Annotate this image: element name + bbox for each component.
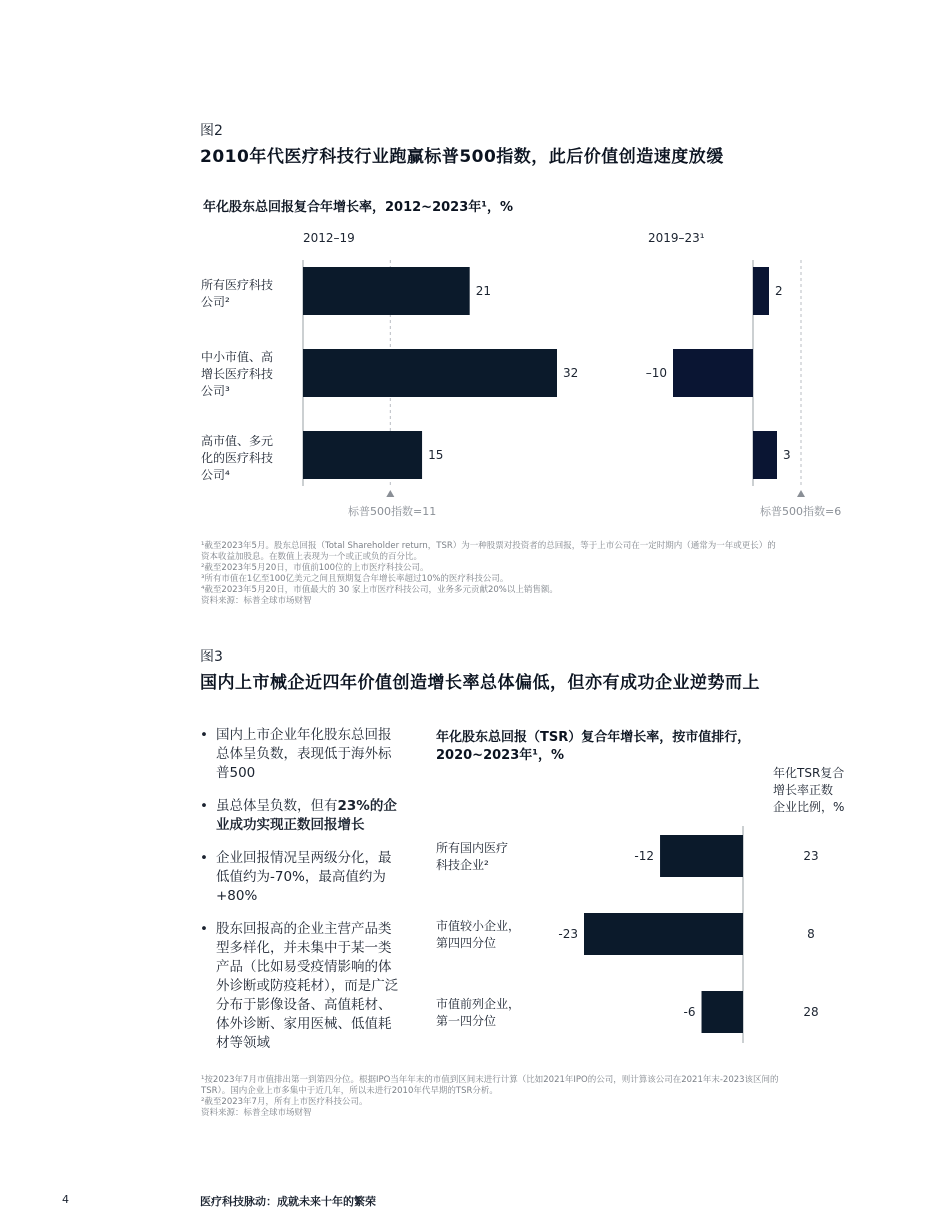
fig3-source: 资料来源：标普全球市场财智: [201, 1108, 312, 1118]
bullet-4-text: 股东回报高的企业主营产品类型多样化，并未集中于某一类产品（比如易受疫情影响的体外诊断或防疫耗材），而是广泛分布于影像设备、高值耗材、体外诊断、家用医械、低值耗材等领域: [216, 921, 399, 1051]
fig2-right-value-label: 2: [775, 284, 783, 298]
panel-title-2019-23: 2019–23¹: [648, 231, 705, 245]
fig3-positive-share-value: 28: [803, 1005, 819, 1019]
fig2-category-1-line-1: 所有医疗科技: [201, 278, 274, 292]
fig2-right-value-label: –10: [645, 366, 667, 380]
fig3-value-label: -6: [683, 1005, 696, 1019]
figure-3-title: 国内上市械企近四年价值创造增长率总体偏低，但亦有成功企业逆势而上: [200, 673, 760, 693]
fig3-category-1-line-2: 科技企业²: [436, 858, 489, 872]
fig3-subtitle-line-2: 2020~2023年¹，%: [436, 748, 564, 763]
fig3-category-3-line-2: 第一四分位: [436, 1014, 497, 1028]
fig3-footnote-2: ²截至2023年7月，所有上市医疗科技公司。: [201, 1097, 368, 1107]
fig2-source: 资料来源：标普全球市场财智: [201, 596, 312, 606]
fig2-category-2-line-3: 公司³: [201, 384, 230, 398]
figure-2-label: 图2: [200, 123, 223, 139]
fig3-footnote-1: ¹按2023年7月市值排出第一到第四分位。根据IPO当年年末的市值到区间末进行计算（比如2021年IPO的公司，则计算该公司在2021年末-2023该区间的: [201, 1075, 779, 1085]
fig2-right-reference-label: 标普500指数=6: [760, 505, 842, 518]
fig2-right-value-label: 3: [783, 448, 791, 462]
fig3-value-label: -23: [558, 927, 578, 941]
fig2-category-2-line-2: 增长医疗科技: [201, 367, 274, 381]
figure-2-chart-subtitle: 年化股东总回报复合年增长率，2012~2023年¹，%: [203, 200, 513, 215]
figure-3-footnotes: [201, 1075, 779, 1119]
fig3-header-line-3: 企业比例，%: [773, 800, 845, 814]
fig3-subtitle-line-1: 年化股东总回报（TSR）复合年增长率，按市值排行，: [436, 730, 751, 745]
fig2-category-3-line-2: 化的医疗科技: [201, 451, 274, 465]
fig2-footnote-2: ²截至2023年5月20日，市值前100位的上市医疗科技公司。: [201, 563, 429, 573]
fig2-category-2-line-1: 中小市值、高: [201, 350, 274, 364]
figure-3-label: 图3: [200, 649, 223, 665]
fig3-bars: [558, 826, 818, 1043]
bullet-3-text: 企业回报情况呈两级分化，最低值约为-70%，最高值约为+80%: [216, 850, 392, 904]
fig2-left-reference-label: 标普500指数=11: [348, 505, 437, 518]
fig2-left-value-label: 21: [475, 284, 491, 298]
fig3-category-3-line-1: 市值前列企业，: [436, 997, 521, 1011]
page-number: 4: [62, 1193, 69, 1206]
fig3-header-line-1: 年化TSR复合: [773, 766, 845, 780]
fig3-positive-share-value: 8: [807, 927, 815, 941]
fig3-bar: [702, 991, 743, 1033]
fig3-value-label: -12: [634, 849, 655, 863]
fig2-left-value-label: 15: [428, 448, 444, 462]
bullet-1-text: 国内上市企业年化股东总回报总体呈负数，表现低于海外标普500: [216, 727, 392, 781]
page-footer-title: 医疗科技脉动：成就未来十年的繁荣: [200, 1195, 376, 1208]
figure-2-title: 2010年代医疗科技行业跑赢标普500指数，此后价值创造速度放缓: [200, 147, 724, 167]
bullet-2-text: 虽总体呈负数，但有: [216, 798, 338, 814]
fig3-category-2-line-1: 市值较小企业，: [436, 919, 521, 933]
fig3-footnote-1-cont: TSR）。国内企业上市多集中于近几年，所以未进行2010年代早期的TSR分析。: [201, 1086, 498, 1096]
fig3-category-2-line-2: 第四四分位: [436, 936, 497, 950]
fig2-footnote-4: ⁴截至2023年5月20日，市值最大的 30 家上市医疗科技公司，业务多元贡献20%以上销售额。: [201, 585, 558, 595]
fig2-footnote-3: ³所有市值在1亿至100亿美元之间且预期复合年增长率超过10%的医疗科技公司。: [201, 574, 509, 584]
fig2-footnote-1: ¹截至2023年5月。股东总回报（Total Shareholder return，TSR）为一种股票对投资者的总回报，等于上市公司在一定时期内（通常为一年或更长）的: [201, 541, 776, 551]
fig3-header-line-2: 增长率正数: [773, 783, 834, 797]
fig3-bar: [660, 835, 743, 877]
fig3-bar: [584, 913, 743, 955]
fig3-category-1-line-1: 所有国内医疗: [436, 841, 509, 855]
fig2-left-value-label: 32: [563, 366, 579, 380]
fig3-positive-share-value: 23: [803, 849, 819, 863]
panel-title-2012-19: 2012–19: [303, 231, 355, 245]
fig2-footnote-1-cont: 资本收益加股息。在数值上表现为一个或正或负的百分比。: [201, 552, 423, 562]
fig2-category-1-line-2: 公司²: [201, 295, 230, 309]
fig2-category-3-line-3: 公司⁴: [201, 468, 230, 482]
bullet-2-bold-text: 23%的企业成功实现正数回报增长: [216, 798, 397, 833]
fig2-category-3-line-1: 高市值、多元: [201, 434, 274, 448]
